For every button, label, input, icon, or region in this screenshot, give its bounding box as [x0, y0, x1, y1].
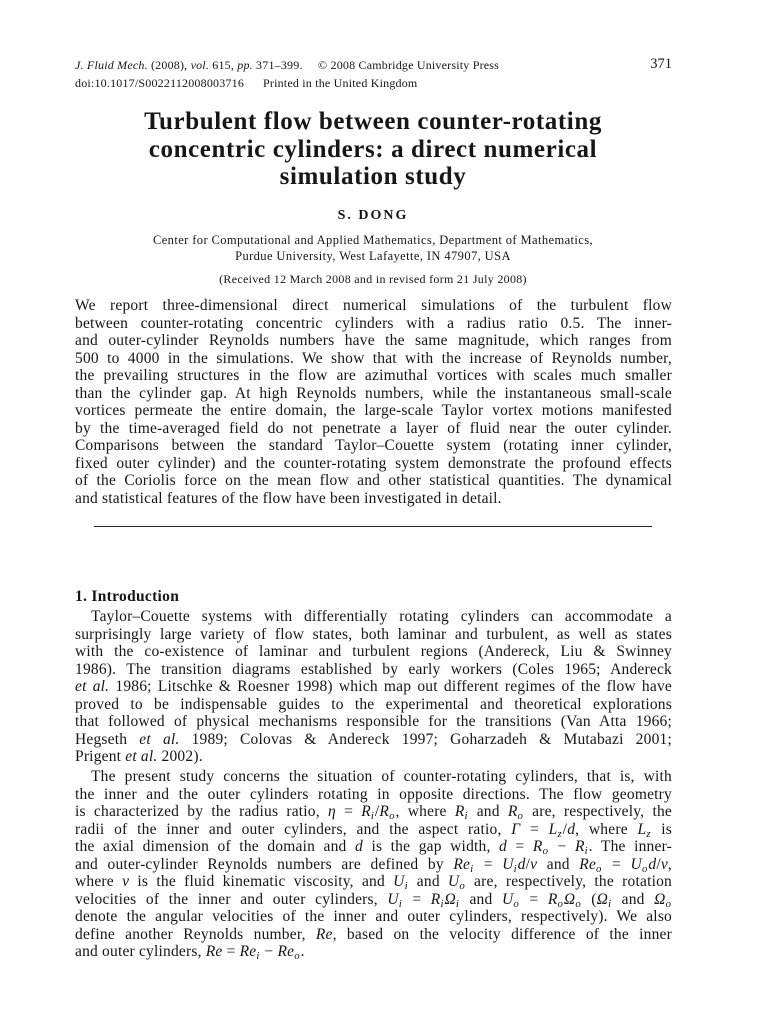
paragraph-line — [75, 926, 672, 944]
section-heading: 1. Introduction — [75, 588, 180, 605]
paragraph-line — [75, 696, 672, 714]
text-run: = — [474, 855, 503, 873]
text-run: Taylor–Couette systems with differentially rotating cylinders can accommodate a — [91, 608, 672, 625]
italic-text: Re — [453, 855, 471, 873]
math-subscript: i — [404, 880, 408, 893]
paragraph-line — [75, 908, 672, 926]
math-subscript: o — [575, 897, 581, 910]
paragraph-line — [75, 768, 672, 786]
abstract-line — [75, 385, 672, 403]
italic-text: R — [574, 838, 585, 855]
paragraph-line — [75, 713, 672, 731]
text-run: The present study concerns the situation of counter-rotating cylinders, that is, with — [91, 768, 672, 785]
math-subscript: o — [557, 897, 563, 910]
italic-text: η — [328, 803, 336, 820]
text-run: and — [408, 873, 448, 890]
text-run: radii of the inner and outer cylinders, and the aspect ratio, — [75, 820, 512, 838]
text-run: Hegseth — [75, 730, 140, 748]
italic-text: Re — [315, 925, 333, 943]
italic-text: Re — [277, 943, 295, 960]
abstract-line — [75, 350, 672, 368]
math-subscript: z — [557, 827, 562, 840]
math-subscript: i — [398, 897, 402, 910]
abstract-line — [75, 332, 672, 350]
text-run: = — [602, 855, 631, 873]
print-location: Printed in the United Kingdom — [263, 76, 418, 90]
journal-citation — [75, 58, 303, 72]
italic-text: Ω — [596, 890, 609, 908]
text-run: and outer cylinders, — [75, 943, 206, 960]
paragraph-line — [75, 803, 672, 821]
italic-text: Ω — [654, 890, 666, 908]
math-subscript: o — [389, 810, 395, 823]
italic-text: Re — [579, 855, 597, 873]
math-subscript: i — [440, 897, 444, 910]
italic-text: R — [547, 890, 558, 908]
intro-paragraph-1 — [75, 608, 672, 766]
text-run: Purdue University, West Lafayette, IN 47907, USA — [235, 249, 511, 263]
italic-text: R — [379, 803, 390, 820]
text-run: (2008), — [147, 58, 191, 72]
italic-text: pp. — [237, 58, 253, 72]
paragraph-line — [75, 873, 672, 891]
italic-text: ν — [660, 855, 668, 873]
math-subscript: o — [542, 845, 549, 858]
italic-text: Ω — [563, 890, 576, 908]
math-subscript: i — [470, 862, 474, 875]
italic-text: U — [502, 855, 514, 873]
text-run: Comparisons between the standard Taylor–Couette system (rotating inner cylinder, — [75, 437, 672, 454]
text-run: , where — [575, 820, 638, 838]
paragraph-line — [75, 678, 672, 696]
italic-text: J. Fluid Mech. — [75, 58, 148, 72]
italic-text: U — [448, 873, 460, 890]
paragraph-line — [75, 838, 672, 856]
text-run: − — [549, 838, 575, 855]
math-subscript: o — [459, 880, 465, 893]
math-subscript: o — [517, 810, 523, 823]
text-run: . — [300, 943, 305, 960]
text-run: vortices permeate the entire domain, the large-scale Taylor vortex motions manifested — [75, 402, 672, 419]
italic-text: R — [454, 803, 465, 820]
math-subscript: i — [370, 810, 374, 823]
text-run: velocities of the inner and outer cylinders, — [75, 890, 388, 908]
doi: doi:10.1017/S0022112008003716 — [75, 76, 245, 90]
text-run: = — [520, 820, 549, 838]
text-run: is — [651, 820, 672, 838]
text-run: concentric cylinders: a direct numerical — [148, 135, 598, 163]
text-run: , — [667, 855, 672, 873]
math-subscript: z — [646, 827, 651, 840]
italic-text: Ω — [444, 890, 456, 908]
text-run: define another Reynolds number, — [75, 925, 316, 943]
paragraph-line — [75, 891, 672, 909]
italic-text: et al. — [75, 678, 110, 695]
text-run: / — [656, 855, 661, 873]
italic-text: U — [630, 855, 642, 873]
copyright-notice: © 2008 Cambridge University Press — [318, 58, 500, 72]
italic-text: et al. — [125, 748, 158, 765]
math-subscript: o — [641, 862, 648, 875]
italic-text: vol. — [190, 58, 210, 72]
italic-text: U — [387, 890, 399, 908]
math-subscript: i — [608, 897, 612, 910]
text-run: the axial dimension of the domain and — [75, 838, 355, 855]
text-run: We report three-dimensional direct numerical simulations of the turbulent flow — [75, 297, 672, 314]
italic-text: L — [637, 820, 647, 838]
text-run: Center for Computational and Applied Mathematics, Department of Mathematics, — [152, 233, 593, 247]
paragraph-line — [75, 608, 672, 626]
text-run: is the gap width, — [362, 838, 500, 855]
text-run: = — [507, 838, 533, 855]
math-subscript: o — [665, 897, 672, 910]
text-run: and — [612, 890, 655, 908]
italic-text: et al. — [139, 730, 180, 748]
math-subscript: i — [513, 862, 517, 875]
paper-title — [0, 108, 746, 191]
title-line — [0, 108, 746, 136]
math-subscript: i — [584, 845, 588, 858]
text-run: = — [402, 890, 431, 908]
text-run: by the time-averaged field do not penetrate a layer of fluid near the outer cylinder. — [75, 419, 672, 437]
italic-text: d — [517, 855, 526, 873]
text-run: 1989; Colovas & Andereck 1997; Goharzadeh & Mutabazi 2001; — [179, 730, 672, 748]
paragraph-line — [75, 943, 672, 961]
title-line — [0, 163, 746, 191]
text-run: Prigent — [75, 748, 126, 765]
text-run: and outer-cylinder Reynolds numbers are defined by — [75, 855, 454, 873]
abstract-line — [75, 402, 672, 420]
text-run: and — [468, 803, 508, 820]
italic-text: d — [355, 838, 363, 855]
text-run: . The inner- — [588, 838, 672, 855]
text-run: between counter-rotating concentric cylinders with a radius ratio 0.5. The inner- — [75, 314, 672, 332]
abstract-line — [75, 420, 672, 438]
received-dates: (Received 12 March 2008 and in revised form 21 July 2008) — [219, 272, 527, 286]
text-run: and statistical features of the flow have been investigated in detail. — [75, 489, 502, 507]
text-run: Turbulent flow between counter-rotating — [144, 108, 602, 135]
text-run: the inner and the outer cylinders rotating in opposite directions. The flow geometry — [75, 785, 672, 803]
text-run: and — [459, 890, 502, 908]
math-subscript: i — [455, 897, 459, 910]
abstract-line — [75, 490, 672, 508]
text-run: = — [519, 890, 548, 908]
affiliation-line — [0, 232, 746, 248]
italic-text: ν — [530, 855, 538, 873]
italic-text: Γ — [511, 820, 521, 838]
text-run: than the cylinder gap. At high Reynolds numbers, while the instantaneous small-scale — [75, 384, 672, 402]
text-run: and outer-cylinder Reynolds numbers have the same magnitude, which ranges from — [75, 332, 672, 349]
text-run: 615, — [209, 58, 238, 72]
abstract-line — [75, 455, 672, 473]
paragraph-line — [75, 643, 672, 661]
italic-text: d — [567, 820, 576, 838]
text-run: , where — [395, 803, 455, 820]
abstract-line — [75, 367, 672, 385]
page-number: 371 — [650, 56, 672, 72]
text-run: is characterized by the radius ratio, — [75, 803, 329, 820]
text-run: fixed outer cylinder) and the counter-rotating system demonstrate the profound effects — [75, 454, 672, 472]
abstract — [75, 297, 672, 507]
paragraph-line — [75, 661, 672, 679]
italic-text: d — [499, 838, 507, 855]
italic-text: Re — [205, 943, 223, 960]
italic-text: d — [648, 855, 657, 873]
italic-text: R — [532, 838, 543, 855]
math-subscript: i — [256, 950, 260, 963]
italic-text: R — [430, 890, 441, 908]
author-name: S. DONG — [337, 208, 409, 223]
math-subscript: o — [513, 897, 519, 910]
text-run: are, respectively, the rotation — [465, 873, 672, 890]
text-run: 1986; Litschke & Roesner 1998) which map out different regimes of the flow have — [109, 678, 672, 695]
italic-text: Re — [239, 943, 257, 960]
paragraph-line — [75, 731, 672, 749]
italic-text: ν — [122, 873, 130, 890]
title-line — [0, 136, 746, 164]
text-run: are, respectively, the — [523, 803, 672, 820]
paragraph-line — [75, 856, 672, 874]
text-run: the prevailing structures in the flow are azimuthal vortices with scales much smaller — [75, 367, 672, 384]
math-subscript: o — [596, 862, 602, 875]
text-run: where — [75, 873, 123, 890]
text-run: = — [222, 943, 240, 960]
affiliation-line — [0, 248, 746, 264]
abstract-line — [75, 315, 672, 333]
paragraph-line — [75, 748, 672, 766]
italic-text: R — [507, 803, 518, 820]
italic-text: L — [548, 820, 558, 838]
italic-text: U — [393, 873, 405, 890]
text-run: = — [335, 803, 362, 820]
text-run: 371–399. — [252, 58, 303, 72]
text-run: with the co-existence of laminar and turbulent regions (Andereck, Liu & Swinney — [75, 643, 672, 660]
abstract-divider — [94, 526, 652, 527]
intro-paragraph-2 — [75, 768, 672, 961]
math-subscript: o — [294, 950, 300, 963]
italic-text: R — [361, 803, 371, 820]
text-run: simulation study — [279, 163, 467, 190]
paragraph-line — [75, 786, 672, 804]
text-run: of the Coriolis force on the mean flow and other statistical quantities. The dynamical — [75, 472, 672, 489]
text-run: is the fluid kinematic viscosity, and — [129, 873, 394, 890]
text-run: and — [537, 855, 580, 873]
text-run: , based on the velocity difference of the inner — [332, 925, 672, 943]
text-run: − — [260, 943, 278, 960]
text-run: / — [525, 855, 531, 873]
text-run: denote the angular velocities of the inner and outer cylinders, respectively). We also — [75, 908, 672, 925]
paragraph-line — [75, 626, 672, 644]
text-run: / — [374, 803, 380, 820]
paragraph-line — [75, 821, 672, 839]
abstract-line — [75, 437, 672, 455]
abstract-line — [75, 472, 672, 490]
italic-text: U — [501, 890, 514, 908]
abstract-line — [75, 297, 672, 315]
math-subscript: i — [464, 810, 468, 823]
text-run: 2002). — [157, 748, 203, 765]
text-run: surprisingly large variety of flow states, both laminar and turbulent, as well as states — [75, 625, 672, 643]
text-run: 1986). The transition diagrams established by early workers (Coles 1965; Andereck — [75, 660, 672, 678]
text-run: 500 to 4000 in the simulations. We show that with the increase of Reynolds number, — [75, 349, 672, 367]
text-run: / — [562, 820, 568, 838]
text-run: ( — [581, 890, 597, 908]
text-run: that followed of physical mechanisms responsible for the transitions (Van Atta 1966; — [75, 713, 672, 730]
text-run: proved to be indispensable guides to the experimental and theoretical explorations — [75, 695, 672, 713]
author-affiliation — [0, 232, 746, 264]
